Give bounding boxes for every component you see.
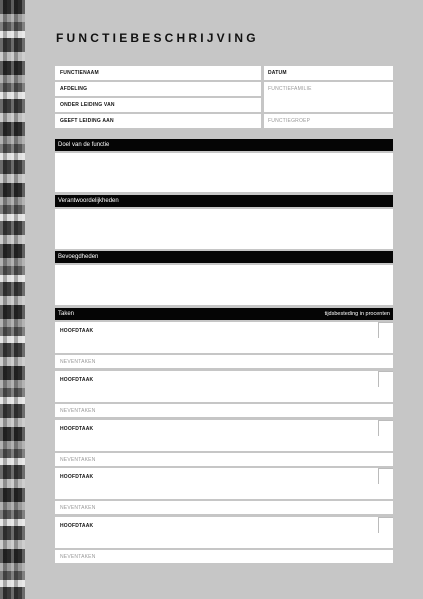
taken-percent-label: tijdsbesteding in procenten <box>324 311 390 317</box>
functiegroep-field[interactable] <box>264 114 393 128</box>
neventaken-field[interactable] <box>55 453 393 466</box>
hoofdtaak-field[interactable] <box>55 468 393 499</box>
section-header-verantwoordelijkheden <box>55 195 393 207</box>
hoofdtaak-field[interactable] <box>55 420 393 451</box>
neventaken-field[interactable] <box>55 501 393 514</box>
hoofdtaak-label: HOOFDTAAK <box>60 328 94 334</box>
hoofdtaak-label: HOOFDTAAK <box>60 426 94 432</box>
neventaken-label: NEVENTAKEN <box>60 554 96 560</box>
hoofdtaak-label: HOOFDTAAK <box>60 377 94 383</box>
functienaam-label: FUNCTIENAAM <box>60 70 99 76</box>
section-label-bevoegdheden: Bevoegdheden <box>58 254 99 260</box>
percent-box[interactable] <box>378 371 393 387</box>
geeft-leiding-aan-label: GEEFT LEIDING AAN <box>60 118 114 124</box>
hoofdtaak-label: HOOFDTAAK <box>60 523 94 529</box>
percent-box[interactable] <box>378 420 393 436</box>
bevoegdheden-text-area[interactable] <box>55 265 393 305</box>
datum-label: DATUM <box>268 70 287 76</box>
hoofdtaak-field[interactable] <box>55 322 393 353</box>
afdeling-label: AFDELING <box>60 86 88 92</box>
verantwoordelijkheden-text-area[interactable] <box>55 209 393 249</box>
neventaken-field[interactable] <box>55 404 393 417</box>
page-title: FUNCTIEBESCHRIJVING <box>56 31 259 45</box>
percent-box[interactable] <box>378 322 393 338</box>
section-header-doel <box>55 139 393 151</box>
neventaken-label: NEVENTAKEN <box>60 408 96 414</box>
section-label-taken: Taken <box>58 311 75 317</box>
section-header-bevoegdheden <box>55 251 393 263</box>
hoofdtaak-field[interactable] <box>55 371 393 402</box>
neventaken-label: NEVENTAKEN <box>60 457 96 463</box>
onder-leiding-van-field[interactable] <box>55 98 261 112</box>
hoofdtaak-label: HOOFDTAAK <box>60 474 94 480</box>
hoofdtaak-field[interactable] <box>55 517 393 548</box>
neventaken-field[interactable] <box>55 550 393 563</box>
functiefamilie-field[interactable] <box>264 82 393 112</box>
functiefamilie-label: FUNCTIEFAMILIE <box>268 86 312 92</box>
photo-strip-decoration <box>0 0 25 599</box>
functiegroep-label: FUNCTIEGROEP <box>268 118 311 124</box>
section-label-doel: Doel van de functie <box>58 142 110 148</box>
afdeling-field[interactable] <box>55 82 261 96</box>
section-header-taken <box>55 308 393 320</box>
neventaken-label: NEVENTAKEN <box>60 505 96 511</box>
geeft-leiding-aan-field[interactable] <box>55 114 261 128</box>
percent-box[interactable] <box>378 517 393 533</box>
functienaam-field[interactable] <box>55 66 261 80</box>
datum-field[interactable] <box>264 66 393 80</box>
onder-leiding-van-label: ONDER LEIDING VAN <box>60 102 115 108</box>
doel-text-area[interactable] <box>55 153 393 192</box>
neventaken-field[interactable] <box>55 355 393 368</box>
section-label-verantwoordelijkheden: Verantwoordelijkheden <box>58 198 119 204</box>
neventaken-label: NEVENTAKEN <box>60 359 96 365</box>
percent-box[interactable] <box>378 468 393 484</box>
